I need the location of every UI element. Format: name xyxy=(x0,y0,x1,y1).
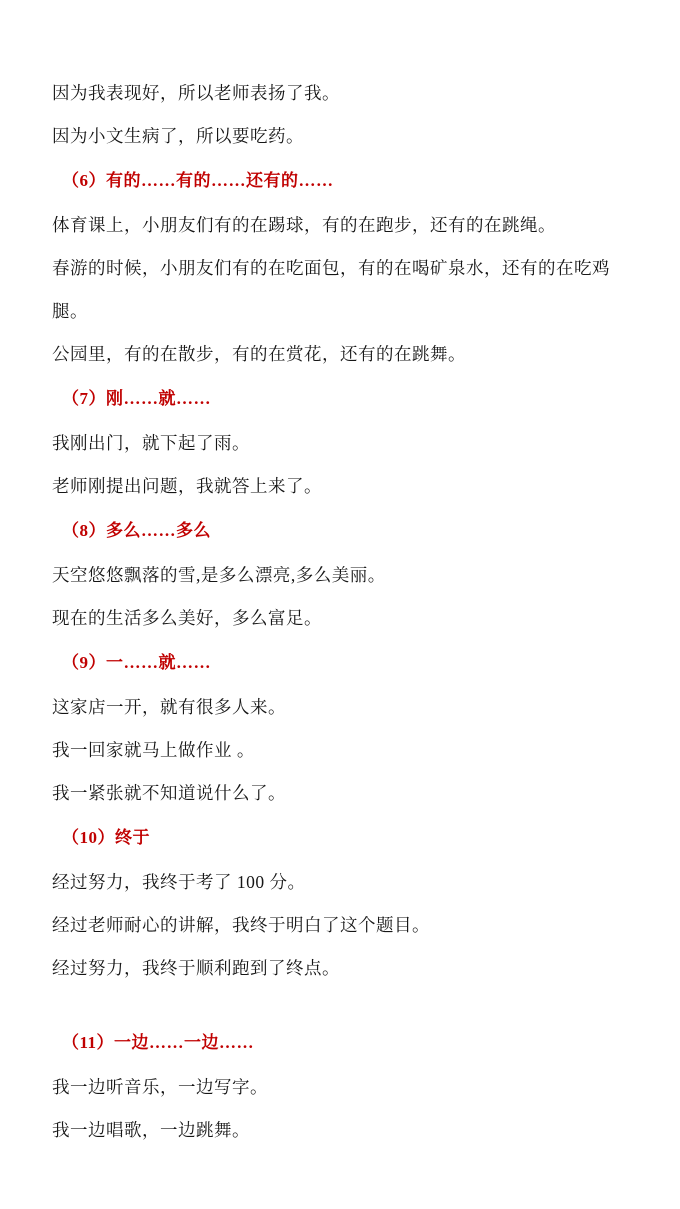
example-sentence: 现在的生活多么美好，多么富足。 xyxy=(52,608,322,628)
example-sentence: 我一紧张就不知道说什么了。 xyxy=(52,783,286,803)
example-sentence: 公园里，有的在散步，有的在赏花，还有的在跳舞。 xyxy=(52,344,466,364)
section-heading: （7）刚……就…… xyxy=(62,389,211,408)
section-heading: （6）有的……有的……还有的…… xyxy=(62,171,334,190)
example-sentence: 这家店一开，就有很多人来。 xyxy=(52,697,286,717)
paragraph-spacer xyxy=(52,990,632,1020)
example-sentence: 老师刚提出问题，我就答上来了。 xyxy=(52,476,322,496)
example-sentence: 我一边听音乐，一边写字。 xyxy=(52,1077,268,1097)
document-body xyxy=(52,72,632,1152)
example-sentence: 因为小文生病了，所以要吃药。 xyxy=(52,126,304,146)
example-sentence: 经过努力，我终于考了 100 分。 xyxy=(52,872,306,892)
example-sentence: 经过老师耐心的讲解，我终于明白了这个题目。 xyxy=(52,915,430,935)
example-sentence: 天空悠悠飘落的雪,是多么漂亮,多么美丽。 xyxy=(52,565,386,585)
example-sentence: 因为我表现好，所以老师表扬了我。 xyxy=(52,83,340,103)
section-heading: （11）一边……一边…… xyxy=(62,1033,255,1052)
section-heading: （8）多么……多么 xyxy=(62,521,211,540)
example-sentence: 我一回家就马上做作业 。 xyxy=(52,740,255,760)
example-sentence: 经过努力，我终于顺利跑到了终点。 xyxy=(52,958,340,978)
example-sentence: 我一边唱歌，一边跳舞。 xyxy=(52,1120,250,1140)
section-heading: （9）一……就…… xyxy=(62,653,211,672)
example-sentence: 春游的时候，小朋友们有的在吃面包，有的在喝矿泉水，还有的在吃鸡腿。 xyxy=(52,258,610,321)
example-sentence: 我刚出门，就下起了雨。 xyxy=(52,433,250,453)
section-heading: （10）终于 xyxy=(62,828,150,847)
example-sentence: 体育课上，小朋友们有的在踢球，有的在跑步，还有的在跳绳。 xyxy=(52,215,556,235)
